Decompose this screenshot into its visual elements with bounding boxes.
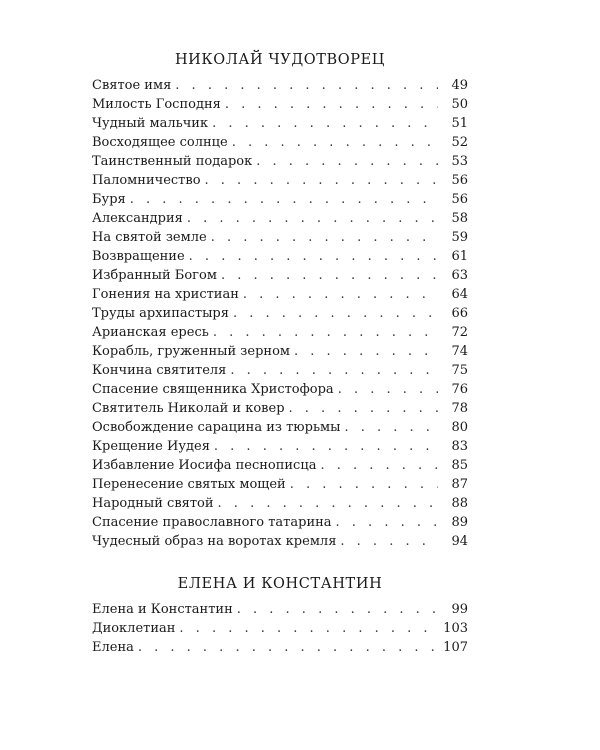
dot-leader [230, 361, 438, 380]
toc-entry[interactable] [92, 456, 468, 475]
toc-entry-title: Святитель Николай и ковер [92, 401, 285, 416]
dot-leader [290, 475, 438, 494]
dot-leader [138, 638, 438, 657]
toc-entry-page-number: 88 [451, 496, 468, 511]
dot-leader [289, 399, 438, 418]
toc-entry-title: Народный святой [92, 496, 214, 511]
dot-leader [336, 513, 438, 532]
toc-entry-title: Крещение Иудея [92, 439, 210, 454]
toc-entry[interactable] [92, 95, 468, 114]
dot-leader [340, 532, 438, 551]
table-of-contents [92, 50, 468, 657]
toc-entry-title: Кончина святителя [92, 363, 227, 378]
toc-entry[interactable] [92, 638, 468, 657]
dot-leader [233, 304, 438, 323]
dot-leader [218, 494, 438, 513]
toc-entry[interactable] [92, 247, 468, 266]
dot-leader [214, 437, 438, 456]
toc-entry-page-number: 89 [451, 515, 468, 530]
toc-entry-title: Гонения на христиан [92, 287, 239, 302]
toc-entry[interactable] [92, 152, 468, 171]
dot-leader [213, 323, 438, 342]
toc-entry-page-number: 53 [451, 154, 468, 169]
toc-entry[interactable] [92, 190, 468, 209]
toc-entry-title: Милость Господня [92, 97, 221, 112]
toc-entry-page-number: 59 [451, 230, 468, 245]
toc-entry-page-number: 94 [451, 534, 468, 549]
dot-leader [187, 209, 438, 228]
toc-entry-title: Избранный Богом [92, 268, 217, 283]
toc-entry[interactable] [92, 304, 468, 323]
section-title-nikolai: НИКОЛАЙ ЧУДОТВОРЕЦ [174, 52, 386, 68]
toc-entry-title: Восходящее солнце [92, 135, 228, 150]
toc-entry-page-number: 74 [451, 344, 468, 359]
dot-leader [232, 133, 438, 152]
toc-entry-title: Елена [92, 640, 134, 655]
toc-entry-page-number: 63 [451, 268, 468, 283]
dot-leader [344, 418, 438, 437]
toc-entry-title: Арианская ересь [92, 325, 209, 340]
toc-entry-title: Таинственный подарок [92, 154, 253, 169]
toc-entry[interactable] [92, 600, 468, 619]
toc-entry-title: Святое имя [92, 78, 172, 93]
dot-leader [189, 247, 438, 266]
toc-entry-page-number: 66 [451, 306, 468, 321]
dot-leader [221, 266, 438, 285]
toc-entry-page-number: 51 [451, 116, 468, 131]
toc-entry-page-number: 61 [451, 249, 468, 264]
toc-entry-title: Буря [92, 192, 126, 207]
toc-entry-title: Труды архипастыря [92, 306, 229, 321]
dot-leader [237, 600, 438, 619]
toc-entry-page-number: 49 [451, 78, 468, 93]
toc-entry-title: Паломничество [92, 173, 201, 188]
toc-entry-page-number: 83 [451, 439, 468, 454]
section-title-elena: ЕЛЕНА И КОНСТАНТИН [177, 576, 383, 592]
toc-entry[interactable] [92, 133, 468, 152]
toc-entry[interactable] [92, 361, 468, 380]
toc-entry-page-number: 72 [451, 325, 468, 340]
toc-entry-title: Избавление Иосифа песнописца [92, 458, 317, 473]
toc-entry[interactable] [92, 342, 468, 361]
dot-leader [243, 285, 438, 304]
toc-entry[interactable] [92, 437, 468, 456]
toc-entry-page-number: 103 [443, 621, 468, 636]
toc-entry[interactable] [92, 532, 468, 551]
toc-entry-title: Чудный мальчик [92, 116, 209, 131]
toc-entry[interactable] [92, 209, 468, 228]
toc-entry-page-number: 75 [451, 363, 468, 378]
toc-entry-title: Чудесный образ на воротах кремля [92, 534, 337, 549]
toc-entry-title: Перенесение святых мощей [92, 477, 286, 492]
toc-entry-title: На святой земле [92, 230, 207, 245]
dot-leader [320, 456, 438, 475]
toc-list-nikolai [92, 76, 468, 551]
toc-entry-page-number: 107 [443, 640, 468, 655]
toc-entry-title: Спасение священника Христофора [92, 382, 334, 397]
toc-entry-page-number: 87 [451, 477, 468, 492]
toc-entry-page-number: 50 [451, 97, 468, 112]
dot-leader [205, 171, 438, 190]
toc-entry[interactable] [92, 76, 468, 95]
toc-entry[interactable] [92, 266, 468, 285]
toc-entry[interactable] [92, 513, 468, 532]
toc-entry[interactable] [92, 228, 468, 247]
dot-leader [225, 95, 438, 114]
toc-entry[interactable] [92, 323, 468, 342]
dot-leader [175, 76, 438, 95]
toc-entry-title: Корабль, груженный зерном [92, 344, 291, 359]
dot-leader [294, 342, 438, 361]
toc-entry[interactable] [92, 399, 468, 418]
dot-leader [179, 619, 438, 638]
toc-entry-page-number: 52 [451, 135, 468, 150]
toc-entry[interactable] [92, 171, 468, 190]
toc-entry-page-number: 64 [451, 287, 468, 302]
toc-entry-page-number: 76 [451, 382, 468, 397]
toc-entry[interactable] [92, 619, 468, 638]
toc-entry-page-number: 56 [451, 173, 468, 188]
dot-leader [130, 190, 438, 209]
toc-entry-page-number: 78 [451, 401, 468, 416]
toc-entry[interactable] [92, 380, 468, 399]
toc-entry-title: Спасение православного татарина [92, 515, 332, 530]
toc-entry[interactable] [92, 114, 468, 133]
toc-entry[interactable] [92, 494, 468, 513]
toc-entry[interactable] [92, 285, 468, 304]
dot-leader [211, 228, 438, 247]
toc-entry-title: Диоклетиан [92, 621, 176, 636]
toc-entry-page-number: 58 [451, 211, 468, 226]
toc-list-elena [92, 600, 468, 657]
toc-entry-title: Елена и Константин [92, 602, 233, 617]
toc-entry-title: Возвращение [92, 249, 185, 264]
toc-entry-page-number: 80 [451, 420, 468, 435]
dot-leader [256, 152, 438, 171]
dot-leader [212, 114, 438, 133]
dot-leader [338, 380, 438, 399]
toc-entry-title: Александрия [92, 211, 183, 226]
toc-entry-page-number: 85 [451, 458, 468, 473]
toc-entry-page-number: 99 [451, 602, 468, 617]
toc-entry[interactable] [92, 418, 468, 437]
toc-entry-page-number: 56 [451, 192, 468, 207]
toc-entry-title: Освобождение сарацина из тюрьмы [92, 420, 341, 435]
toc-entry[interactable] [92, 475, 468, 494]
